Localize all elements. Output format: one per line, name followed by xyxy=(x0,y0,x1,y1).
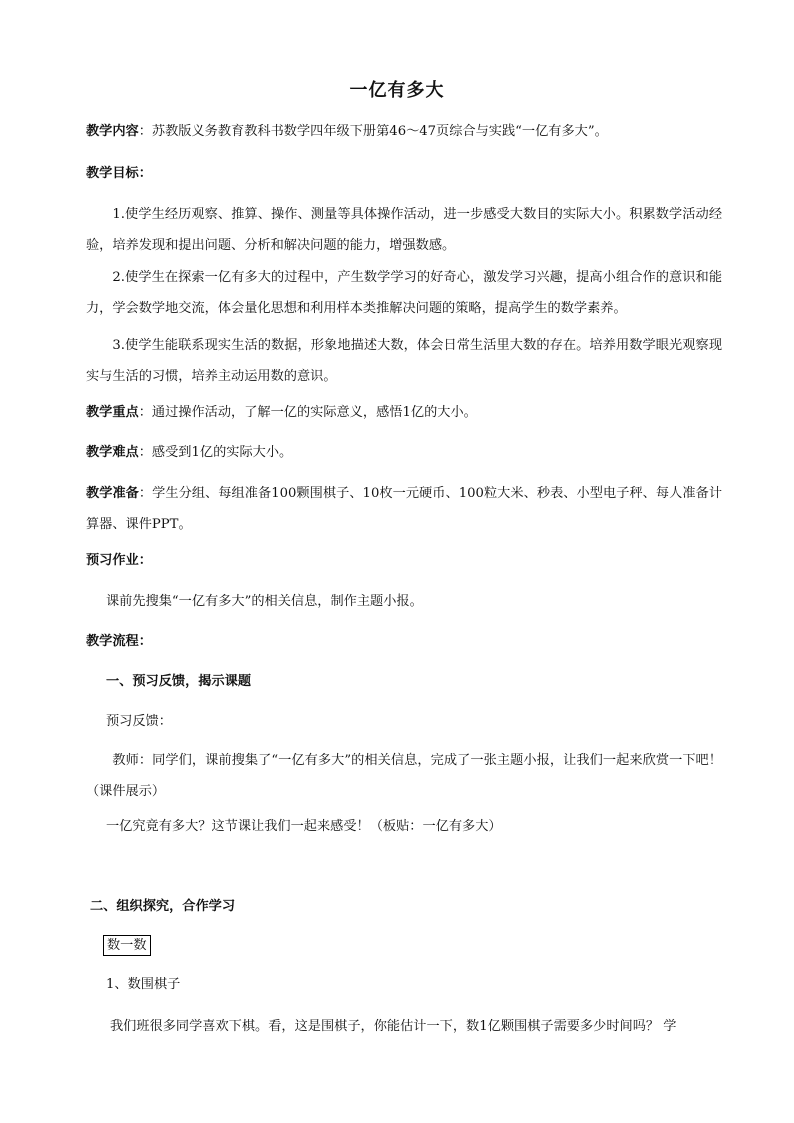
teaching-key-label: 教学重点 xyxy=(86,405,139,420)
teacher-paragraph: 教师：同学们，课前搜集了“一亿有多大”的相关信息，完成了一张主题小报，让我们一起来欣赏一下吧！（课件展示） xyxy=(86,753,722,799)
preview-homework-text: 课前先搜集“一亿有多大”的相关信息，制作主题小报。 xyxy=(106,594,423,609)
teaching-content-label: 教学内容 xyxy=(86,124,139,139)
teaching-content-line xyxy=(86,122,608,142)
document-title: 一亿有多大 xyxy=(349,80,445,101)
teaching-content-text: ：苏教版义务教育教科书数学四年级下册第46～47页综合与实践“一亿有多大”。 xyxy=(138,124,608,139)
teaching-prep-text: ：学生分组、每组准备100颗围棋子、10枚一元硬币、100粒大米、秒表、小型电子秤、每人准备计算器、课件PPT。 xyxy=(86,486,723,532)
preview-homework-heading: 预习作业： xyxy=(86,553,152,568)
goal-3-paragraph: 3.使学生能联系现实生活的数据，形象地描述大数，体会日常生活里大数的存在。培养用数学眼光观察现实与生活的习惯，培养主动运用数的意识。 xyxy=(86,338,722,384)
count-box-label: 数一数 xyxy=(103,935,151,956)
question-line: 一亿究竟有多大？这节课让我们一起来感受！（板贴：一亿有多大） xyxy=(106,819,502,834)
teaching-key-text: ：通过操作活动，了解一亿的实际意义，感悟1亿的大小。 xyxy=(138,405,477,420)
teaching-difficulty-line xyxy=(86,443,292,463)
last-line-text: 我们班很多同学喜欢下棋。看，这是围棋子，你能估计一下，数1亿颗围棋子需要多少时间吗？ 学 xyxy=(110,1019,677,1034)
teaching-key-line xyxy=(86,403,477,423)
item-1-heading: 1、数围棋子 xyxy=(106,977,181,992)
teaching-prep-label: 教学准备 xyxy=(86,486,139,501)
section-1-heading: 一、预习反馈，揭示课题 xyxy=(106,674,252,689)
goal-1-paragraph: 1.使学生经历观察、推算、操作、测量等具体操作活动，进一步感受大数目的实际大小。积累数学活动经验，培养发现和提出问题、分析和解决问题的能力，增强数感。 xyxy=(86,207,722,253)
teaching-goals-heading: 教学目标： xyxy=(86,166,152,181)
feedback-label: 预习反馈： xyxy=(106,714,172,729)
section-2-heading: 二、组织探究，合作学习 xyxy=(90,899,236,914)
teaching-difficulty-text: ：感受到1亿的实际大小。 xyxy=(138,445,293,460)
teaching-prep-paragraph xyxy=(86,478,722,540)
goal-2-paragraph: 2.使学生在探索一亿有多大的过程中，产生数学学习的好奇心，激发学习兴趣，提高小组合作的意识和能力，学会数学地交流，体会量化思想和利用样本类推解决问题的策略，提高学生的数学素养。 xyxy=(86,270,722,316)
teaching-process-heading: 教学流程： xyxy=(86,634,152,649)
teaching-difficulty-label: 教学难点 xyxy=(86,445,139,460)
